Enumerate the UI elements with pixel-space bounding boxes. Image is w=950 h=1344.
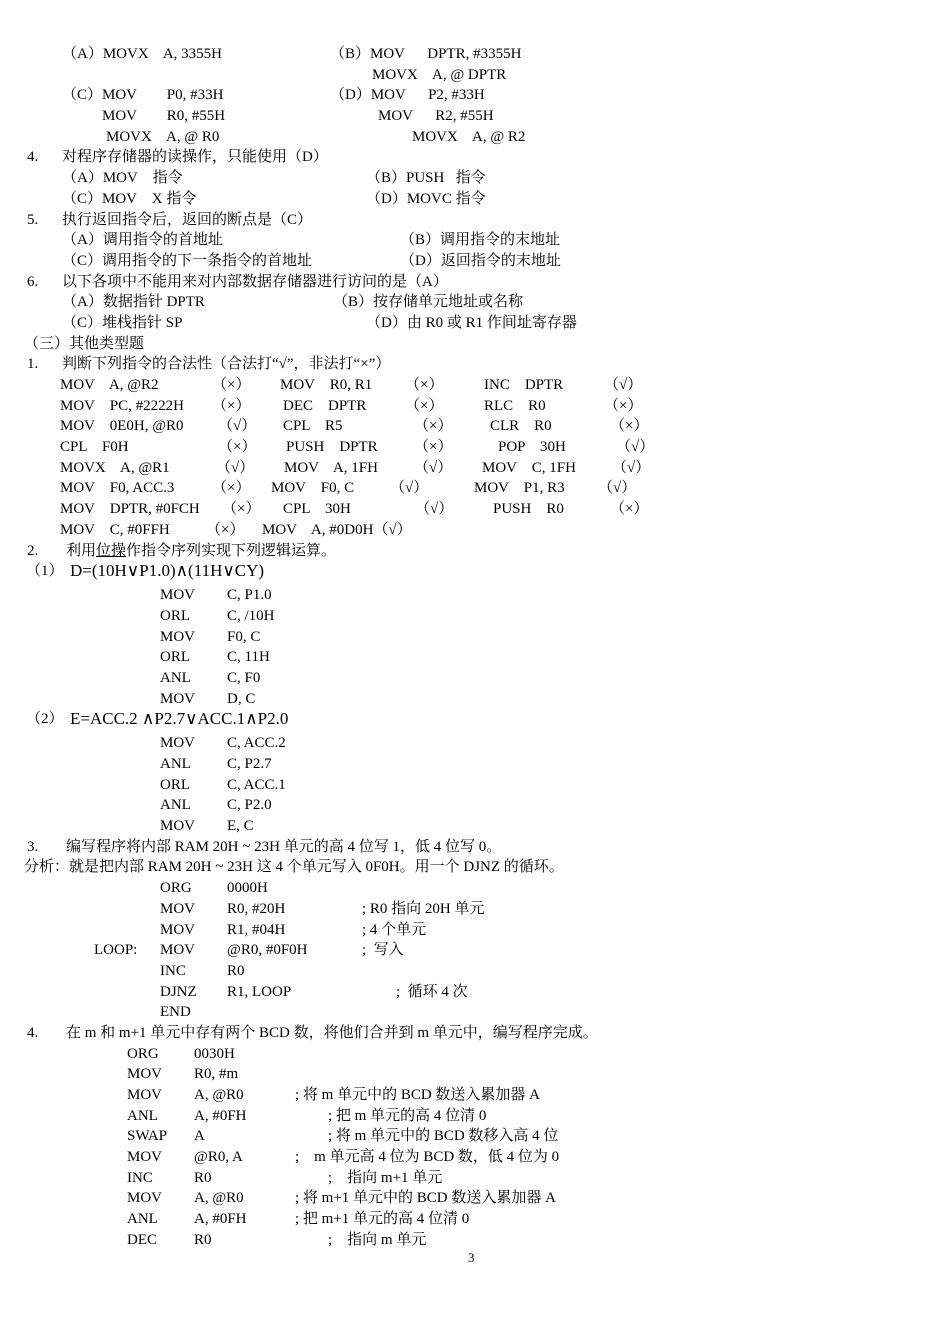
q3-option-a: （A）MOVX A, 3355H xyxy=(62,46,223,62)
code-op: ORL xyxy=(160,607,190,624)
q5-option-d: （D）返回指令的末地址 xyxy=(400,252,561,269)
q3-option-d: （D）MOV P2, #33H xyxy=(330,87,485,104)
p1-row xyxy=(0,437,950,458)
p1-question: 判断下列指令的合法性（合法打“√”，非法打“×”） xyxy=(62,356,391,373)
code-line xyxy=(0,689,950,710)
code-line xyxy=(0,940,950,961)
p1-instr: MOV P1, R3 xyxy=(474,480,565,497)
code-arg: R0 xyxy=(194,1169,212,1186)
p1-mark: （×） xyxy=(212,480,251,497)
p1-mark: （×） xyxy=(414,439,453,456)
p2-sub2-heading xyxy=(0,709,950,733)
code-line xyxy=(0,1147,950,1168)
p1-mark: （×） xyxy=(405,377,444,393)
p1-mark: （×） xyxy=(604,397,643,414)
code-line xyxy=(0,1126,950,1147)
code-arg: C, 11H xyxy=(227,649,270,666)
p1-instr: MOVX A, @R1 xyxy=(60,459,170,476)
p1-instr: POP 30H xyxy=(498,439,566,456)
q5-option-c: （C）调用指令的下一条指令的首地址 xyxy=(62,252,313,269)
p1-row xyxy=(0,396,950,417)
q3-option-c-line2: MOV R0, #55H xyxy=(102,108,226,125)
code-arg: C, ACC.2 xyxy=(227,735,286,752)
p1-mark: （×） xyxy=(212,397,251,414)
code-comment: ; 4 个单元 xyxy=(362,921,427,938)
code-line xyxy=(0,878,950,899)
p2-question-post: 作指令序列实现下列逻辑运算。 xyxy=(126,542,337,559)
q6-number: 6. xyxy=(27,273,39,290)
p1-row xyxy=(0,499,950,520)
p1-instr: MOV 0E0H, @R0 xyxy=(60,418,184,435)
p1-instr: MOV F0, ACC.3 xyxy=(60,480,175,497)
q5-stem xyxy=(0,210,950,231)
p2-sub2-code xyxy=(0,733,950,836)
p3-question: 编写程序将内部 RAM 20H ~ 23H 单元的高 4 位写 1，低 4 位写 0。 xyxy=(66,838,502,855)
code-op: INC xyxy=(160,962,186,979)
q4-option-b: （B）PUSH 指令 xyxy=(366,170,486,187)
p2-question-underlined: 位操 xyxy=(96,542,127,559)
code-arg: @R0, #0F0H xyxy=(227,942,308,959)
code-op: ANL xyxy=(160,756,191,772)
code-op: DEC xyxy=(127,1231,157,1248)
q6-options-row-2 xyxy=(0,313,950,334)
p2-stem xyxy=(0,541,950,562)
code-arg: A, @R0 xyxy=(194,1087,244,1103)
p1-mark: （×） xyxy=(212,377,251,393)
q6-option-b: （B）按存储单元地址或名称 xyxy=(333,294,524,311)
p2-sub2-label: （2） xyxy=(26,711,64,728)
code-line xyxy=(0,1064,950,1085)
code-arg: C, ACC.1 xyxy=(227,776,286,793)
p2-question xyxy=(66,541,336,562)
code-arg: D, C xyxy=(227,690,256,707)
code-line xyxy=(0,1044,950,1065)
p4-code xyxy=(0,1044,950,1251)
code-arg: R1, LOOP xyxy=(227,983,292,1000)
code-line xyxy=(0,606,950,627)
code-line xyxy=(0,668,950,689)
p1-row xyxy=(0,478,950,499)
p1-instr: CLR R0 xyxy=(490,418,552,435)
q6-stem xyxy=(0,272,950,293)
q3-options-row-4 xyxy=(0,106,950,127)
q3-options-row-5 xyxy=(0,127,950,148)
q4-options-row-2 xyxy=(0,189,950,210)
q6-question: 以下各项中不能用来对内部数据存储器进行访问的是（A） xyxy=(62,273,448,290)
code-comment: ; 将 m 单元中的 BCD 数移入高 4 位 xyxy=(328,1128,559,1145)
p1-mark: （×） xyxy=(206,521,245,538)
p1-last-row xyxy=(0,520,950,541)
p1-instr: CPL 30H xyxy=(283,501,351,518)
p1-instr: RLC R0 xyxy=(484,397,546,414)
q3-option-d-line2: MOV R2, #55H xyxy=(378,108,494,125)
p4-question: 在 m 和 m+1 单元中存有两个 BCD 数，将他们合并到 m 单元中，编写程序完成。 xyxy=(66,1024,598,1041)
p1-mark: （√） xyxy=(616,439,655,456)
p1-mark: （√） xyxy=(415,501,454,518)
code-line xyxy=(0,920,950,941)
code-arg: 0030H xyxy=(194,1045,235,1062)
p1-instr: MOV A, @R2 xyxy=(60,377,159,393)
p2-sub1-label: （1） xyxy=(26,563,64,580)
code-op: ORL xyxy=(160,649,190,666)
q5-option-a: （A）调用指令的首地址 xyxy=(62,232,223,249)
q4-question: 对程序存储器的读操作，只能使用（D） xyxy=(62,149,328,166)
code-comment: ; 写入 xyxy=(362,942,404,959)
q3-option-b: （B）MOV DPTR, #3355H xyxy=(330,46,522,62)
code-arg: C, P1.0 xyxy=(227,587,272,604)
code-op: MOV xyxy=(160,942,196,959)
code-arg: R1, #04H xyxy=(227,921,286,938)
p3-number: 3. xyxy=(27,838,39,855)
code-arg: R0 xyxy=(227,962,245,979)
code-line xyxy=(0,733,950,754)
code-op: MOV xyxy=(160,628,196,645)
code-arg: A xyxy=(194,1128,205,1145)
code-comment: ; 循环 4 次 xyxy=(396,983,468,1000)
q3-option-d-line3: MOVX A, @ R2 xyxy=(412,128,526,145)
code-comment: ; 指向 m 单元 xyxy=(328,1231,427,1248)
code-arg: C, /10H xyxy=(227,607,275,624)
p1-mark: （√） xyxy=(612,459,651,476)
q5-question: 执行返回指令后，返回的断点是（C） xyxy=(62,211,313,228)
p1-mark: （√） xyxy=(216,459,255,476)
code-line xyxy=(0,795,950,816)
p1-row xyxy=(0,375,950,396)
section-heading xyxy=(0,334,950,355)
code-arg: C, P2.7 xyxy=(227,756,272,772)
p1-mark: （×） xyxy=(218,439,257,456)
p1-number: 1. xyxy=(27,356,39,373)
code-line xyxy=(0,961,950,982)
q3-options-row-2 xyxy=(0,65,950,86)
q5-number: 5. xyxy=(27,211,39,228)
code-op: ORL xyxy=(160,776,190,793)
q4-stem xyxy=(0,147,950,168)
q5-option-b: （B）调用指令的末地址 xyxy=(400,232,561,249)
code-arg: R0, #m xyxy=(194,1066,239,1083)
p1-instr: PUSH DPTR xyxy=(286,439,378,456)
p1-instr: CPL F0H xyxy=(60,439,129,456)
code-op: MOV xyxy=(160,587,196,604)
q3-option-b-line2: MOVX A, @ DPTR xyxy=(372,66,507,83)
code-op: MOV xyxy=(160,818,196,835)
code-op: ANL xyxy=(127,1107,158,1124)
code-line xyxy=(0,1209,950,1230)
p2-question-pre: 利用 xyxy=(66,542,97,559)
p2-sub1-expression: D=(10H∨P1.0)∧(11H∨CY) xyxy=(70,561,265,581)
code-arg: @R0, A xyxy=(194,1149,243,1166)
p3-analysis: 分析：就是把内部 RAM 20H ~ 23H 这 4 个单元写入 0F0H。用一个 DJNZ 的循环。 xyxy=(24,859,564,876)
code-op: DJNZ xyxy=(160,983,197,1000)
code-op: ANL xyxy=(160,669,191,686)
code-comment: ; 把 m+1 单元的高 4 位清 0 xyxy=(295,1211,470,1228)
code-comment: ; 指向 m+1 单元 xyxy=(328,1169,443,1186)
code-label: LOOP: xyxy=(94,942,138,959)
q4-number: 4. xyxy=(27,149,39,166)
code-line xyxy=(0,1168,950,1189)
q3-option-c-line3: MOVX A, @ R0 xyxy=(106,128,220,145)
code-op: MOV xyxy=(127,1190,163,1207)
q4-option-d: （D）MOVC 指令 xyxy=(366,190,486,207)
code-op: ORG xyxy=(160,880,192,897)
q6-option-c: （C）堆栈指针 SP xyxy=(62,314,183,331)
code-op: MOV xyxy=(160,900,196,917)
p1-instr: MOV F0, C xyxy=(271,480,355,497)
p4-number: 4. xyxy=(27,1024,39,1041)
code-op: ANL xyxy=(127,1211,158,1228)
code-op: MOV xyxy=(160,690,196,707)
code-arg: A, @R0 xyxy=(194,1190,244,1207)
code-line xyxy=(0,754,950,775)
p1-instr: MOV C, 1FH xyxy=(482,459,576,476)
p1-mark: （×） xyxy=(405,397,444,414)
p1-mark: （√） xyxy=(598,480,637,497)
q3-options-row-3 xyxy=(0,85,950,106)
p1-mark: （√） xyxy=(414,459,453,476)
code-line xyxy=(0,1230,950,1251)
p1-instr: DEC DPTR xyxy=(283,397,367,414)
code-op: MOV xyxy=(160,921,196,938)
code-comment: ; 将 m 单元中的 BCD 数送入累加器 A xyxy=(295,1087,541,1103)
q4-option-a: （A）MOV 指令 xyxy=(62,170,183,187)
p1-instr: CPL R5 xyxy=(283,418,343,435)
section-title: （三）其他类型题 xyxy=(24,335,145,352)
code-arg: R0, #20H xyxy=(227,900,286,917)
code-op: ANL xyxy=(160,797,191,814)
page-number: 3 xyxy=(468,1250,475,1265)
q6-options-row-1 xyxy=(0,292,950,313)
p2-sub1-heading xyxy=(0,561,950,585)
p2-sub1-code xyxy=(0,585,950,709)
p1-instr: MOV DPTR, #0FCH xyxy=(60,501,200,518)
p1-mark: （×） xyxy=(414,418,453,435)
code-line xyxy=(0,1188,950,1209)
p1-mark: （√） xyxy=(390,480,429,497)
code-line xyxy=(0,647,950,668)
p3-analysis-line xyxy=(0,857,950,878)
q5-options-row-1 xyxy=(0,230,950,251)
q3-option-c: （C）MOV P0, #33H xyxy=(62,87,224,104)
code-line xyxy=(0,899,950,920)
code-op: SWAP xyxy=(127,1128,168,1145)
code-op: INC xyxy=(127,1169,153,1186)
p1-instr: MOV A, 1FH xyxy=(284,459,378,476)
p3-code xyxy=(0,878,950,1023)
document-page xyxy=(0,44,950,1251)
p1-mark: （√） xyxy=(604,377,643,393)
p1-mark: （×） xyxy=(610,418,649,435)
p1-instruction-table xyxy=(0,375,950,520)
code-comment: ; R0 指向 20H 单元 xyxy=(362,900,485,917)
p1-row xyxy=(0,416,950,437)
code-op: MOV xyxy=(160,735,196,752)
code-op: MOV xyxy=(127,1149,163,1166)
q6-option-a: （A）数据指针 DPTR xyxy=(62,294,205,311)
code-op: END xyxy=(160,1004,191,1021)
code-op: MOV xyxy=(127,1087,163,1103)
code-line xyxy=(0,1106,950,1127)
code-comment: ; m 单元高 4 位为 BCD 数，低 4 位为 0 xyxy=(295,1149,560,1166)
p1-instr: PUSH R0 xyxy=(493,501,564,518)
q6-option-d: （D）由 R0 或 R1 作间址寄存器 xyxy=(366,314,577,331)
code-line xyxy=(0,1085,950,1106)
code-op: MOV xyxy=(127,1066,163,1083)
p3-stem xyxy=(0,837,950,858)
code-comment: ; 把 m 单元的高 4 位清 0 xyxy=(328,1107,487,1124)
code-line xyxy=(0,585,950,606)
q4-option-c: （C）MOV X 指令 xyxy=(62,190,197,207)
p1-instr: MOV PC, #2222H xyxy=(60,397,184,414)
q4-options-row-1 xyxy=(0,168,950,189)
p4-stem xyxy=(0,1023,950,1044)
q5-options-row-2 xyxy=(0,251,950,272)
code-line xyxy=(0,627,950,648)
p2-number: 2. xyxy=(27,542,39,559)
p1-mark: （√） xyxy=(218,418,257,435)
code-arg: F0, C xyxy=(227,628,261,645)
p1-instr: INC DPTR xyxy=(484,377,564,393)
p1-instr: MOV A, #0D0H（√） xyxy=(262,521,412,538)
code-op: ORG xyxy=(127,1045,159,1062)
code-line xyxy=(0,982,950,1003)
q3-options-row-1 xyxy=(0,44,950,65)
p1-mark: （×） xyxy=(222,501,261,518)
code-arg: A, #0FH xyxy=(194,1107,247,1124)
code-arg: C, F0 xyxy=(227,669,261,686)
code-line xyxy=(0,816,950,837)
p1-row xyxy=(0,458,950,479)
code-arg: E, C xyxy=(227,818,254,835)
code-line xyxy=(0,1002,950,1023)
code-arg: R0 xyxy=(194,1231,212,1248)
p1-mark: （×） xyxy=(610,501,649,518)
code-arg: A, #0FH xyxy=(194,1211,247,1228)
p1-instr: MOV C, #0FFH xyxy=(60,521,170,538)
code-arg: C, P2.0 xyxy=(227,797,272,814)
p2-sub2-expression: E=ACC.2 ∧P2.7∨ACC.1∧P2.0 xyxy=(70,709,289,729)
code-arg: 0000H xyxy=(227,880,268,897)
code-comment: ; 将 m+1 单元中的 BCD 数送入累加器 A xyxy=(295,1190,556,1207)
p1-instr: MOV R0, R1 xyxy=(280,377,373,393)
code-line xyxy=(0,775,950,796)
p1-stem xyxy=(0,354,950,375)
